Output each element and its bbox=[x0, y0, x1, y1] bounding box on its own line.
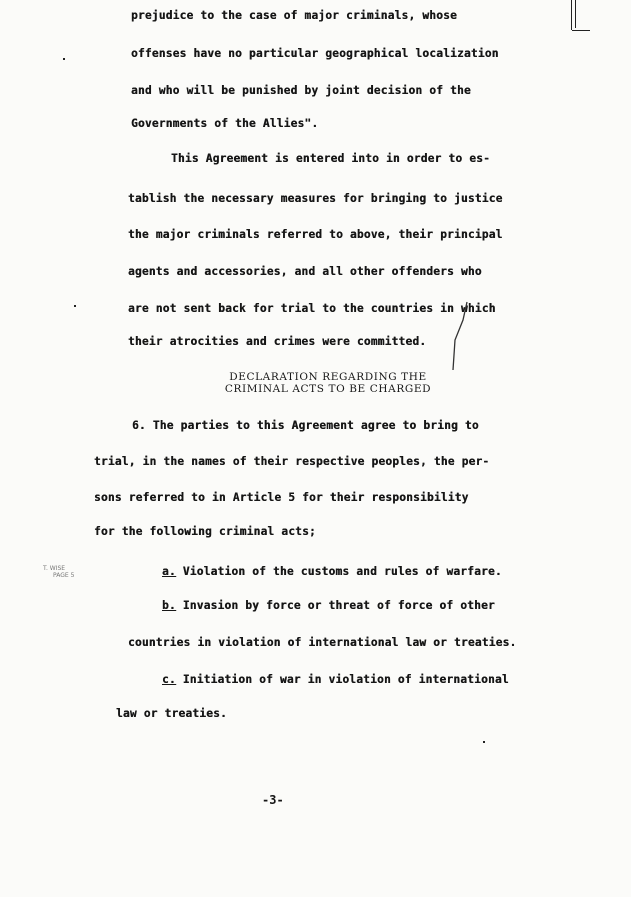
text-line: their atrocities and crimes were committed. bbox=[128, 335, 427, 348]
page-number: -3- bbox=[262, 793, 284, 807]
item-letter: b. bbox=[162, 599, 176, 612]
text-line: sons referred to in Article 5 for their responsibility bbox=[94, 491, 469, 504]
text-line: prejudice to the case of major criminals, whose bbox=[131, 9, 457, 22]
list-item bbox=[128, 636, 516, 649]
margin-mark bbox=[572, 30, 590, 31]
list-item bbox=[162, 599, 495, 612]
item-letter: a. bbox=[162, 565, 176, 578]
list-item bbox=[116, 707, 227, 720]
item-text: Initiation of war in violation of international bbox=[175, 673, 509, 686]
speck bbox=[63, 58, 65, 60]
item-text: Violation of the customs and rules of warfare. bbox=[175, 565, 502, 578]
text-line: Governments of the Allies". bbox=[131, 117, 319, 130]
handwritten-stroke bbox=[445, 300, 475, 380]
item-text: Invasion by force or threat of force of other bbox=[175, 599, 495, 612]
section-heading-line1: DECLARATION REGARDING THE bbox=[229, 371, 427, 383]
text-line: trial, in the names of their respective peoples, the per- bbox=[94, 455, 490, 468]
section-heading-line2: CRIMINAL ACTS TO BE CHARGED bbox=[224, 383, 432, 395]
list-item bbox=[162, 673, 509, 686]
text-line: 6. The parties to this Agreement agree to bring to bbox=[132, 419, 479, 432]
text-line: for the following criminal acts; bbox=[94, 525, 316, 538]
item-letter: c. bbox=[162, 673, 176, 686]
margin-mark bbox=[575, 0, 576, 28]
item-text: countries in violation of international law or treaties. bbox=[128, 636, 517, 649]
speck bbox=[483, 741, 485, 743]
text-line: the major criminals referred to above, their principal bbox=[128, 228, 503, 241]
stamp-line: T. WISE bbox=[43, 565, 66, 572]
text-line: agents and accessories, and all other offenders who bbox=[128, 265, 482, 278]
stamp-line: PAGE 5 bbox=[53, 572, 75, 579]
text-line: are not sent back for trial to the countries in which bbox=[128, 302, 496, 315]
text-line: tablish the necessary measures for bringing to justice bbox=[128, 192, 503, 205]
text-line: offenses have no particular geographical localization bbox=[131, 47, 499, 60]
item-text: law or treaties. bbox=[116, 707, 227, 720]
archive-stamp bbox=[43, 565, 74, 579]
list-item bbox=[162, 565, 502, 578]
speck bbox=[74, 305, 76, 307]
margin-mark bbox=[571, 0, 572, 30]
text-line: This Agreement is entered into in order to es- bbox=[171, 152, 491, 165]
text-line: and who will be punished by joint decision of the bbox=[131, 84, 471, 97]
